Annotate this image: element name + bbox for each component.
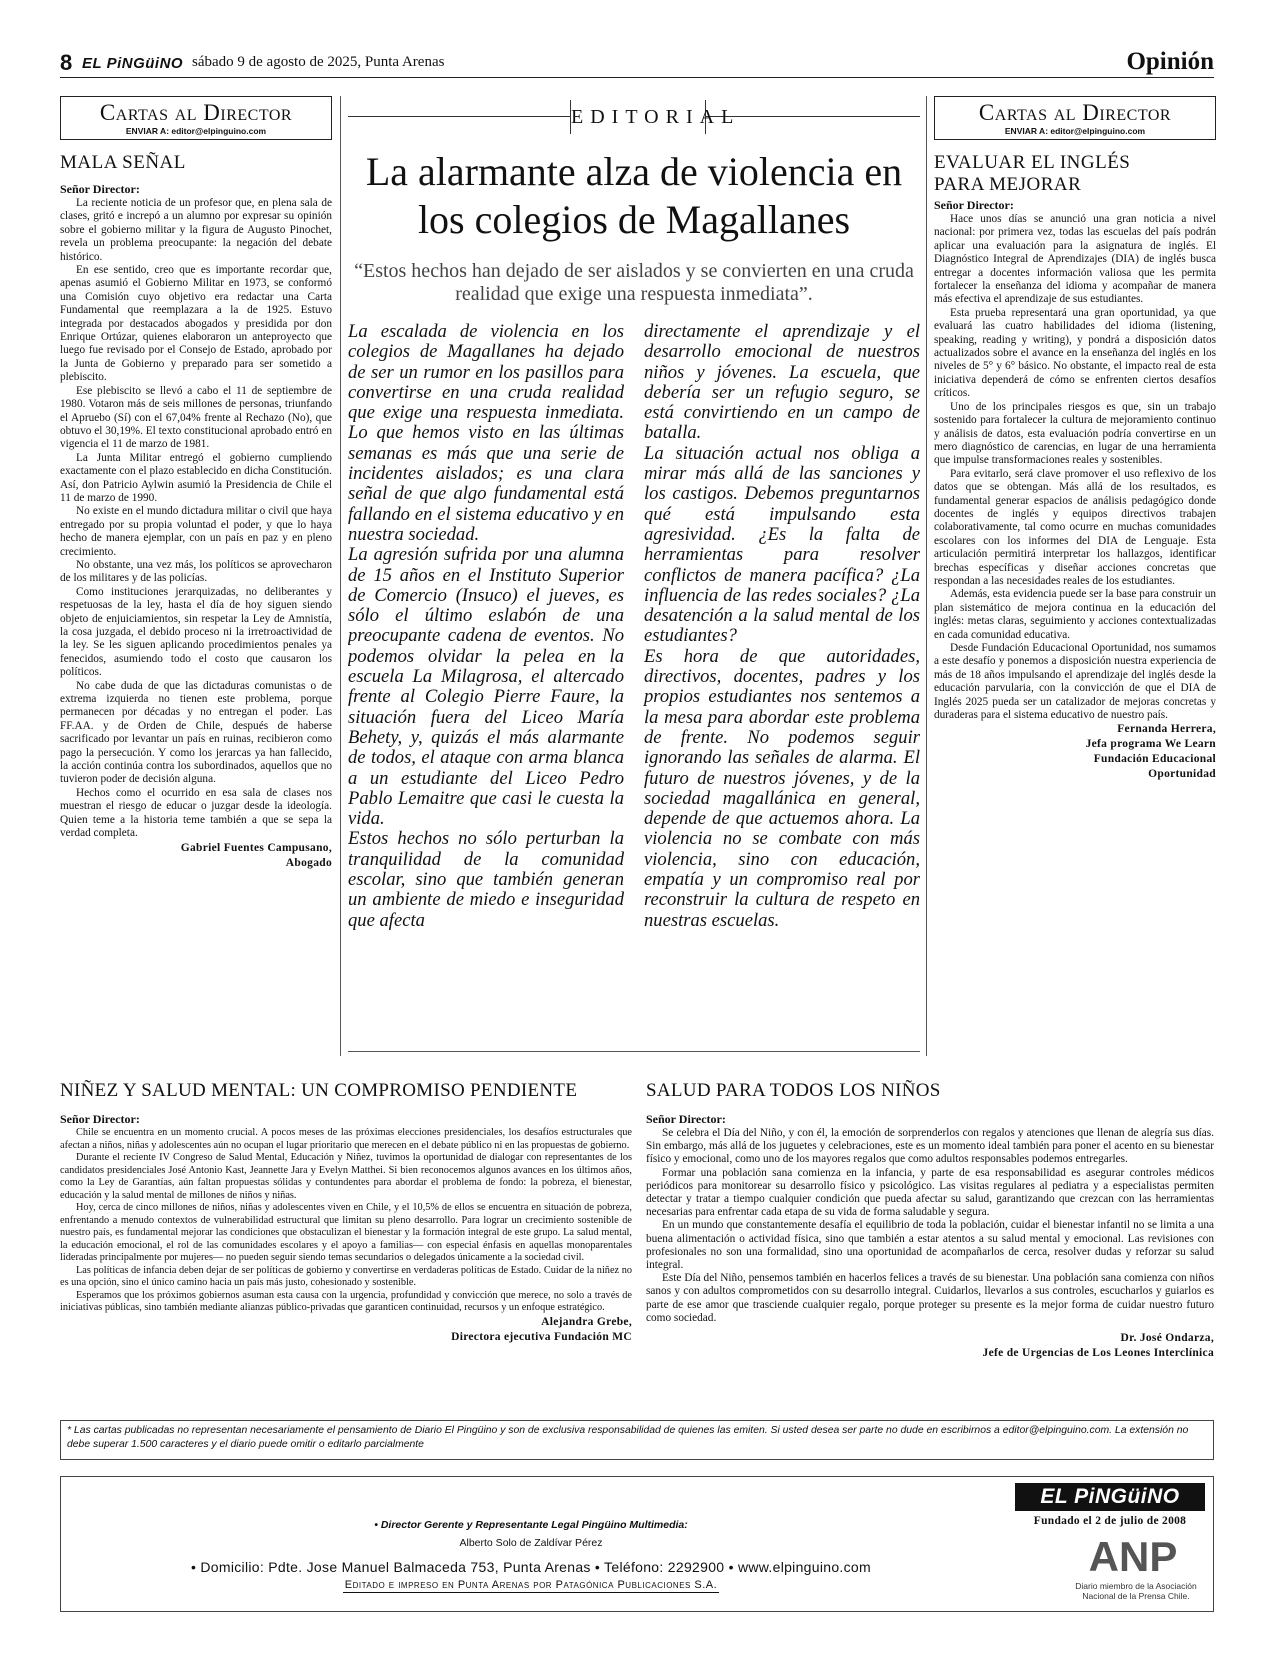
letter-paragraph: En ese sentido, creo que es importante recordar que, apenas asumió el Gobierno Militar en 1973, se conformó una Comisión cuyo objetivo era redactar una Carta Fundamental que reemplazara a la de 1925. Estuvo integrada por destacados abogados y presidida por don Enrique Ortúzar, quienes elaboraron un anteproyecto que luego fue revisado por el Consejo de Estado, aprobado por la Junta de Gobierno y preparado para ser sometido a plebiscito. [60,264,332,384]
letter-paragraph: Este Día del Niño, pensemos también en hacerlos felices a través de su bienestar. Una población sana comienza con niños sanos y con adultos comprometidos con su desarrollo integral. Cuidarlos, llevarlos a sus controles, escucharlos y guiarlos es parte de ese amor que trasciende cualquier regalo, porque proteger su presente es la mejor forma de cuidar nuestro futuro como sociedad. [646,1272,1214,1324]
column-divider [926,96,927,1056]
letters-section-title: Cartas al Director [978,100,1172,125]
letter-salutation: Señor Director: [60,182,140,196]
letter-ninez-salud-mental [60,1080,632,1345]
letter-paragraph: Formar una población sana comienza en la infancia, y parte de esa responsabilidad es asegurar controles médicos periódicos para monitorear su desarrollo físico y psicológico. Las visitas regulares al pediatra y a especialistas permiten detectar y tratar a tiempo cualquier condición que pueda afectar su salud, garantizando que crezcan con las herramientas necesarias para enfrentar cada etapa de su vida de forma saludable y segura. [646,1166,1214,1219]
editorial-label-wrap [348,96,920,132]
letter-title-line: PARA MEJORAR [934,174,1082,195]
editorial-paragraph: Es hora de que autoridades, directivos, docentes, padres y los propios estudiantes nos sentemos a la mesa para abordar este problema de frente. No podemos seguir ignorando las señales de alarma. El futuro de nuestros jóvenes, y de la sociedad magallánica en general, depende de que actuemos ahora. La violencia no se combate con más violencia, sino con educación, empatía y un compromiso real por reconstruir la cultura de respeto en nuestras escuelas. [644,645,920,931]
anp-logo-text: ANP [1088,1533,1178,1577]
editorial-paragraph: La agresión sufrida por una alumna de 15 años en el Instituto Superior de Comercio (Insuco) el jueves, es sólo el último eslabón de una preocupante cadena de eventos. No podemos olvidar la pelea en la escuela La Milagrosa, el altercado frente al Colegio Pierre Faure, la situación fuera del Liceo María Behety, y, quizás el más alarmante de todos, el ataque con arma blanca a un estudiante del Liceo Pedro Pablo Lemaitre que casi le cuesta la vida. [348,544,624,830]
letter-body [60,1127,632,1315]
letters-section-title-box [934,96,1216,140]
anp-caption-line: Diario miembro de la Asociación [1075,1581,1197,1591]
letter-evaluar-ingles [934,96,1216,1056]
letters-send-to: ENVIAR A: editor@elpinguino.com [125,126,267,136]
letter-title: SALUD PARA TODOS LOS NIÑOS [646,1080,941,1101]
signature-line: Alejandra Grebe, [541,1315,632,1328]
signature-line: Directora ejecutiva Fundación MC [451,1330,632,1343]
signature-line: Jefa programa We Learn [1085,738,1216,751]
letter-body [60,197,332,841]
letter-signature [60,841,332,871]
editorial-column-2 [644,322,920,931]
editorial-paragraph: La escalada de violencia en los colegios de Magallanes ha dejado de ser un rumor en los pasillos para convertirse en una cruda realidad que exige una respuesta inmediata. Lo que hemos visto en las últimas semanas es más que una serie de incidentes aislados; es una clara señal de que algo fundamental está fallando en el sistema educativo y en nuestra sociedad. [348,321,624,545]
anp-caption [1061,1581,1211,1601]
editorial-paragraph: La situación actual nos obliga a mirar más allá de las sanciones y los castigos. Debemos preguntarnos qué está impulsando esta agresividad. ¿Es la falta de herramientas para resolver conflictos de manera pacífica? ¿La influencia de las redes sociales? ¿La desatención a la salud mental de los estudiantes? [644,442,920,647]
letter-body [934,213,1216,722]
letter-paragraph: La reciente noticia de un profesor que, en plena sala de clases, gritó e increpó a un alumno por expresar su opinión sobre el gobierno militar y la figura de Augusto Pinochet, revela un problema preocupante: la negación del debate histórico. [60,197,332,263]
letter-salutation: Señor Director: [60,1112,140,1126]
signature-line: Oportunidad [1148,768,1216,781]
letter-paragraph: Hace unos días se anunció una gran noticia a nivel nacional: por primera vez, todas las escuelas del país podrán aplicar una evaluación para la asignatura de inglés. El Diagnóstico Integral de Aprendizajes (DIA) de inglés busca entregar a docentes información valiosa que les permita fortalecer la enseñanza del idioma y acompañar de manera más efectiva el aprendizaje de sus estudiantes. [934,213,1216,306]
letter-paragraph: Las políticas de infancia deben dejar de ser políticas de gobierno y convertirse en verdaderas políticas de Estado. Cuidar de la niñez no es una opción, sino el único camino hacia un país más justo, cohesionado y sostenible. [60,1264,632,1288]
editorial-label: EDITORIAL [570,100,706,134]
editorial-paragraph: Estos hechos no sólo perturban la tranquilidad de la comunidad escolar, sino que también generan un ambiente de miedo e inseguridad que afecta [348,828,624,931]
editorial-column-1 [348,322,624,931]
letter-title: NIÑEZ Y SALUD MENTAL: UN COMPROMISO PENDIENTE [60,1080,578,1101]
signature-line: Fernanda Herrera, [1117,723,1216,736]
signature-line: Jefe de Urgencias de Los Leones Interclínica [982,1347,1214,1360]
letter-paragraph: Se celebra el Día del Niño, y con él, la emoción de sorprenderlos con regalos y atenciones que llenan de alegría sus días. Sin embargo, más allá de los juguetes y celebraciones, este es un momento ideal también para poner el acento en su bienestar físico y emocional, como uno de los mayores regalos que como adultos responsables podemos entregarles. [646,1127,1214,1166]
issue-date: sábado 9 de agosto de 2025, Punta Arenas [192,54,445,70]
letter-title-line: EVALUAR EL INGLÉS [934,152,1131,173]
section-name: Opinión [1126,48,1214,75]
director-label: • Director Gerente y Representante Legal Pingüino Multimedia: [374,1519,688,1531]
letter-signature [646,1331,1214,1361]
el-pinguino-logo: EL PiNGüiNO [1015,1483,1205,1511]
signature-line: Abogado [285,856,332,869]
letter-paragraph: Hoy, cerca de cinco millones de niños, niñas y adolescentes viven en Chile, y el 10,5% de ellos se encuentra en situación de pobreza, enfrentando a menudo contextos de vulnerabilidad estructural que limitan su pleno desarrollo. Para lograr un crecimiento sostenible de nuestro país, es fundamental mejorar las condiciones que obstaculizan el bienestar y la formación integral de este grupo. La salud mental, la educación emocional, el rol de las comunidades escolares y el apoyo a familias— con especial énfasis en aquellas monoparentales lideradas principalmente por mujeres— no pueden seguir siendo temas secundarios o delegados únicamente a la sociedad civil. [60,1202,632,1263]
letter-paragraph: En un mundo que constantemente desafía el equilibrio de toda la población, cuidar el bienestar infantil no se limita a una buena alimentación o actividad física, sino que también a estar atentos a su salud mental y emocional. Las revisiones con profesionales no son una formalidad, sino una oportunidad de acompañarlos de cerca, resolver dudas y reforzar su salud integral. [646,1219,1214,1272]
letter-paragraph: No existe en el mundo dictadura militar o civil que haya entregado por su propia voluntad el poder, y que lo haya hecho de manera ejemplar, con un país en paz y en pleno crecimiento. [60,505,332,558]
letter-signature [60,1315,632,1345]
letter-body [646,1127,1214,1325]
brand-name: EL PiNGüiNO [82,55,184,72]
contact-line: • Domicilio: Pdte. Jose Manuel Balmaceda 753, Punta Arenas • Teléfono: 2292900 • www.elpinguino.com [191,1559,871,1575]
editorial-columns [348,322,920,1052]
letter-title: MALA SEÑAL [60,152,186,173]
letter-paragraph: Durante el reciente IV Congreso de Salud Mental, Educación y Niñez, tuvimos la oportunidad de dialogar con representantes de los candidatos presidenciales José Antonio Kast, Jeannette Jara y Evelyn Matthei. Si bien reconocemos algunos avances en los últimos años, como la Ley de Garantías, aún faltan propuestas sólidas y contundentes para abordar el problema de fondo: la pobreza, el bienestar, educación y la salud mental de millones de niños y niñas. [60,1152,632,1201]
page-header [60,50,1214,78]
letter-salutation: Señor Director: [646,1112,726,1126]
signature-line: Fundación Educacional [1093,753,1216,766]
printed-by [131,1579,931,1591]
editorial [348,96,920,1058]
letter-salutation: Señor Director: [934,198,1014,212]
letters-section-title: Cartas al Director [99,100,293,125]
letter-paragraph: Además, esta evidencia puede ser la base para construir un plan sistemático de mejora continua en la educación del inglés: metas claras, seguimiento y acciones contextualizadas en cada comunidad educativa. [934,588,1216,641]
letter-title [934,152,1216,196]
printed-by-text: Editado e impreso en Punta Arenas por Patagónica Publicaciones S.A. [344,1579,718,1591]
editorial-paragraph: directamente el aprendizaje y el desarrollo emocional de nuestros niños y jóvenes. La escuela, que debería ser un refugio seguro, se está convirtiendo en un campo de batalla. [644,321,920,444]
letter-paragraph: Esperamos que los próximos gobiernos asuman esta causa con la urgencia, profundidad y convicción que merece, no solo a través de iniciativas públicas, sino también mediante alianzas público-privadas que garanticen continuidad, recursos y un enfoque estratégico. [60,1289,632,1313]
letter-paragraph: Esta prueba representará una gran oportunidad, ya que evaluará las cuatro habilidades del idioma (listening, speaking, reading y writing), y pondrá a disposición datos actualizados sobre el avance en la enseñanza del inglés en los niveles de 5° y 6° básico. No obstante, el impacto real de esta iniciativa dependerá de cómo se enfrenten ciertos desafíos críticos. [934,306,1216,400]
masthead-footer [60,1476,1214,1612]
letter-paragraph: No cabe duda de que las dictaduras comunistas o de extrema izquierda no tienen este problema, porque permanecen por décadas y no entregan el poder. Las FF.AA. y de Orden de Chile, después de haberse sacrificado por levantar un país en ruinas, recibieron como pago la persecución. Y como los jerarcas ya han fallecido, la acción continúa contra los subordinados, aquellos que no tuvieron poder de decisión alguna. [60,679,332,786]
letter-salud-todos-ninos [646,1080,1214,1361]
editorial-quote: “Estos hechos han dejado de ser aislados y se convierten en una cruda realidad que exige una respuesta inmediata”. [354,260,914,305]
founded-date: Fundado el 2 de julio de 2008 [1033,1515,1187,1527]
letters-section-title-box [60,96,332,140]
anp-logo-icon [1073,1531,1193,1577]
signature-line: Dr. José Ondarza, [1120,1332,1214,1345]
letter-paragraph: La Junta Militar entregó el gobierno cumpliendo exactamente con el plazo establecido en dicha Constitución. Así, don Patricio Aylwin asumió la Presidencia de Chile el 11 de marzo de 1990. [60,451,332,504]
letter-paragraph: Chile se encuentra en un momento crucial. A pocos meses de las próximas elecciones presidenciales, los desafíos estructurales que afectan a niños, niñas y adolescentes aún no ocupan el lugar prioritario que merecen en el debate público ni en las propuestas de gobierno. [60,1127,632,1151]
anp-caption-line: Nacional de la Prensa Chile. [1082,1591,1190,1601]
director-name: Alberto Solo de Zaldívar Pérez [459,1537,603,1549]
editorial-title: La alarmante alza de violencia en los colegios de Magallanes [365,149,903,242]
letter-paragraph: Ese plebiscito se llevó a cabo el 11 de septiembre de 1980. Votaron más de seis millones de personas, triunfando el Apruebo (Sí) con el 67,04% frente al Rechazo (No), que obtuvo el 30,19%. El texto constitucional aprobado entró en vigencia el 11 de marzo de 1981. [60,384,332,451]
letter-paragraph: Hechos como el ocurrido en esa sala de clases nos muestran el riesgo de educar o juzgar desde la ideología. Quien teme a la historia teme también a que se sepa la verdad completa. [60,786,332,840]
letters-send-to: ENVIAR A: editor@elpinguino.com [1004,126,1146,136]
letter-paragraph: Desde Fundación Educacional Oportunidad, nos sumamos a este desafío y ponemos a disposición nuestra experiencia de más de 18 años impulsando el aprendizaje del inglés desde la educación parvularia, con la convicción de que el DIA de Inglés 2025 pueda ser un catalizador de mejoras concretas y duraderas para el sistema educativo de nuestro país. [934,642,1216,722]
letter-paragraph: Como instituciones jerarquizadas, no deliberantes y respetuosas de la ley, hasta el día de hoy siguen siendo objeto de enjuiciamientos, sin respetar la Ley de Amnistía, la cosa juzgada, el debido proceso ni la irretroactividad de la ley. Se les siguen aplicando procedimientos penales ya fenecidos, asumiendo todo el costo que causaron los políticos. [60,585,332,679]
letters-disclaimer: * Las cartas publicadas no representan necesariamente el pensamiento de Diario El Pingüino y son de exclusiva responsabilidad de quienes las emiten. Si usted desea ser parte no dude en escribirnos a editor@elpinguino.com. La extensión no debe superar 1.500 caracteres y el diario puede omitir o editarlo parcialmente [60,1420,1214,1460]
letter-paragraph: No obstante, una vez más, los políticos se aprovecharon de los militares y de las policías. [60,558,332,585]
letter-signature [934,722,1216,782]
column-divider [340,96,341,1056]
letter-paragraph: Para evitarlo, será clave promover el uso reflexivo de los datos que se obtengan. Más allá de los resultados, es fundamental generar espacios de análisis pedagógico donde docentes de inglés y equipos directivos trabajen colaborativamente, tal como ocurre en muchas comunidades escolares con los informes del DIA de Lenguaje. Esta articulación permitirá interpretar los hallazgos, identificar brechas específicas y diseñar acciones concretas que respondan a las necesidades reales de los estudiantes. [934,467,1216,587]
letter-paragraph: Uno de los principales riesgos es que, sin un trabajo sostenido para fortalecer la cultura de mejoramiento continuo y análisis de datos, esta evaluación podría convertirse en un mero diagnóstico de carencias, en lugar de una herramienta que impulse transformaciones reales y sostenibles. [934,400,1216,467]
signature-line: Gabriel Fuentes Campusano, [180,841,332,854]
letter-mala-senal [60,96,332,1056]
page-number: 8 [60,50,73,75]
